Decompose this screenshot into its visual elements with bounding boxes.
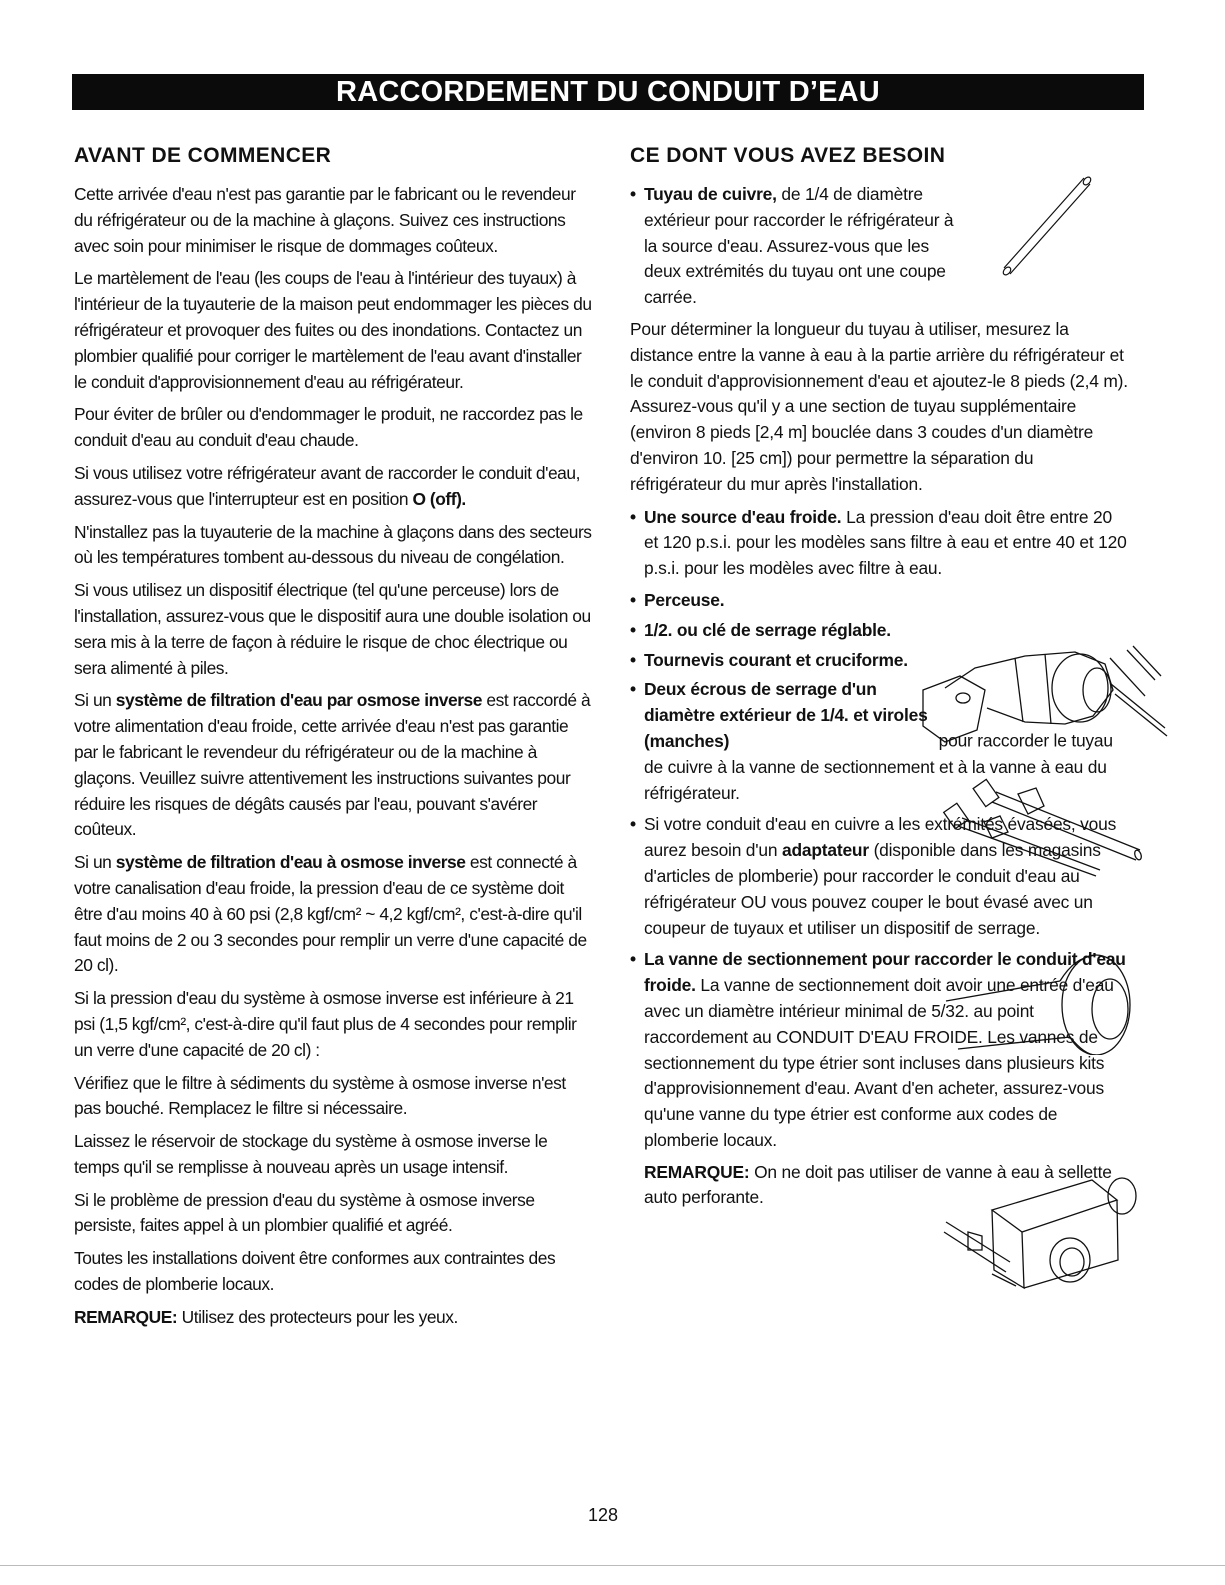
note-label: REMARQUE: [644,1161,750,1182]
item-text: La vanne de sectionnement doit avoir une entrée d'eau avec un diamètre intérieur minimal de 5/32. au point raccordement au CONDUIT D'EAU FROIDE. Les vannes de sectionnement du type étrier sont incluses dans plusieurs kits d'approvisionnement d'eau. Avant d'en acheter, assurez-vous qu'une vanne du type étrier est conforme aux codes de plomberie locaux. [644,975,1114,1150]
page-bottom-edge [0,1565,1225,1566]
bullet: • [630,814,636,835]
item-title: Une source d'eau froide. [644,506,842,527]
paragraph [74,850,594,979]
list-item [630,505,1130,582]
bullet: • [630,506,636,527]
bullet: • [630,649,636,670]
paragraph-text: Si vous utilisez votre réfrigérateur avant de raccorder le conduit d'eau, assurez-vous que l'interrupteur est en position [74,462,580,509]
list-item [630,648,944,674]
paragraph: Laissez le réservoir de stockage du système à osmose inverse le temps qu'il se remplisse à nouveau après un usage intensif. [74,1131,548,1177]
item-text: de 1/4 de diamètre extérieur pour raccorder le réfrigérateur à la source d'eau. Assurez-vous que les deux extrémités du tuyau ont une coupe carrée. [644,184,954,308]
heading-avant-de-commencer: AVANT DE COMMENCER [74,144,332,167]
bullet: • [630,184,636,204]
paragraph: Toutes les installations doivent être conformes aux contraintes des codes de plomberie locaux. [74,1248,556,1295]
left-column [74,140,594,1338]
item-text: pour raccorder le tuyau de cuivre à la vanne de sectionnement et à la vanne à eau du réfrigérateur. [644,730,1113,803]
bullet: • [630,619,636,640]
shutoff-valve-illustration [942,1170,1147,1290]
item-title: Tournevis courant et cruciforme. [644,649,908,670]
item-title: Tuyau de cuivre, [644,184,777,204]
paragraph: Si vous utilisez un dispositif électrique (tel qu'une perceuse) lors de l'installation, assurez-vous que le dispositif aura une double isolation ou sera mis à la terre de façon à réduire le risque de choc électrique ou sera alimenté à piles. [74,580,591,678]
list-item [630,588,944,614]
item-text: (disponible dans les magasins d'articles de plomberie) pour raccorder le conduit d'eau au réfrigérateur OU vous pouvez couper le bout évasé avec un coupeur de tuyaux et utiliser un dispositif de serrage. [644,840,1101,938]
paragraph: Cette arrivée d'eau n'est pas garantie par le fabricant ou le revendeur du réfrigérateur ou de la machine à glaçons. Suivez ces instructions avec soin pour minimiser le risque de dommages coûteux. [74,184,576,256]
note-text: Utilisez des protecteurs pour les yeux. [181,1306,458,1327]
paragraph: Si le problème de pression d'eau du système à osmose inverse persiste, faites appel à un plombier qualifié et agréé. [74,1189,535,1236]
paragraph: Pour éviter de brûler ou d'endommager le produit, ne raccordez pas le conduit d'eau au conduit d'eau chaude. [74,404,583,451]
note-label: REMARQUE: [74,1306,178,1327]
paragraph-text: Si un [74,690,112,711]
heading-ce-dont-vous-avez-besoin: CE DONT VOUS AVEZ BESOIN [630,144,946,167]
note [74,1305,594,1331]
paragraph: N'installez pas la tuyauterie de la machine à glaçons dans des secteurs où les températures tombent au-dessous du niveau de congélation. [74,521,592,568]
paragraph-text: est connecté à votre canalisation d'eau froide, la pression d'eau de ce système doit être d'au moins 40 à 60 psi (2,8 kgf/cm² ~ 4,2 kgf/cm², c'est-à-dire qu'il faut moins de 2 ou 3 secondes pour remplir un verre d'une capacité de 20 cl). [74,852,587,976]
paragraph: Vérifiez que le filtre à sédiments du système à osmose inverse n'est pas bouché. Remplacez le filtre si nécessaire. [74,1072,566,1119]
paragraph-text: est raccordé à votre alimentation d'eau froide, cette arrivée d'eau n'est pas garantie par le fabricant le revendeur du réfrigérateur ou de la machine à glaçons. Veuillez suivre attentivement les instructions suivantes pour réduire les risques de dégâts causés par l'eau, pouvant s'avérer coûteux. [74,690,591,840]
item-title: Perceuse. [644,589,725,610]
item-title: La vanne de sectionnement pour raccorder le conduit d'eau froide. [644,949,1126,996]
compression-nuts-illustration [940,778,1150,878]
section-title-banner: RACCORDEMENT DU CONDUIT D’EAU [72,74,1144,110]
paragraph [74,688,594,843]
paragraph-text: Si un [74,852,112,873]
emphasis-text: système de filtration d'eau par osmose inverse [115,690,482,711]
drill-illustration [915,638,1180,753]
bullet: • [630,679,636,700]
item-text: Si votre conduit d'eau en cuivre a les extrémités évasées, vous aurez besoin d'un [644,814,1117,861]
note-text: On ne doit pas utiliser de vanne à eau à sellette auto perforante. [644,1161,1112,1208]
list-item [630,618,944,644]
paragraph: Si la pression d'eau du système à osmose inverse est inférieure à 21 psi (1,5 kgf/cm², c'est-à-dire qu'il faut plus de 4 secondes pour remplir un verre d'une capacité de 20 cl) : [74,988,577,1060]
off-position-label: O (off). [412,488,466,509]
emphasis-text: système de filtration d'eau à osmose inverse [115,852,466,873]
page-number: 128 [588,1505,619,1525]
item-title: Deux écrous de serrage d'un diamètre extérieur de 1/4. et viroles (manches) [644,679,928,751]
item-text: La pression d'eau doit être entre 20 et 120 p.s.i. pour les modèles sans filtre à eau et entre 40 et 120 p.s.i. pour les modèles avec filtre à eau. [644,506,1127,579]
item-title: adaptateur [782,840,869,861]
paragraph [74,461,594,513]
paragraph: Le martèlement de l'eau (les coups de l'eau à l'intérieur des tuyaux) à l'intérieur de la tuyauterie de la maison peut endommager les pièces du réfrigérateur et provoquer des fuites ou des inondations. Contactez un plombier qualifié pour corriger le martèlement de l'eau avant d'installer le conduit d'approvisionnement d'eau au réfrigérateur. [74,268,592,392]
copper-tube-illustration [990,172,1100,282]
bullet: • [630,589,636,610]
flared-end-adapter-illustration [940,945,1140,1055]
item-title: 1/2. ou clé de serrage réglable. [644,619,891,640]
paragraph: Pour déterminer la longueur du tuyau à utiliser, mesurez la distance entre la vanne à eau à la partie arrière du réfrigérateur et le conduit d'approvisionnement d'eau et ajoutez-le 8 pieds (2,4 m). Assurez-vous qu'il y a une section de tuyau supplémentaire (environ 8 pieds [2,4 m] bouclée dans 3 coudes d'un diamètre d'environ 10. [25 cm]) pour permettre la séparation du réfrigérateur du mur après l'installation. [630,318,1128,494]
bullet: • [630,949,636,970]
list-item [630,182,964,311]
